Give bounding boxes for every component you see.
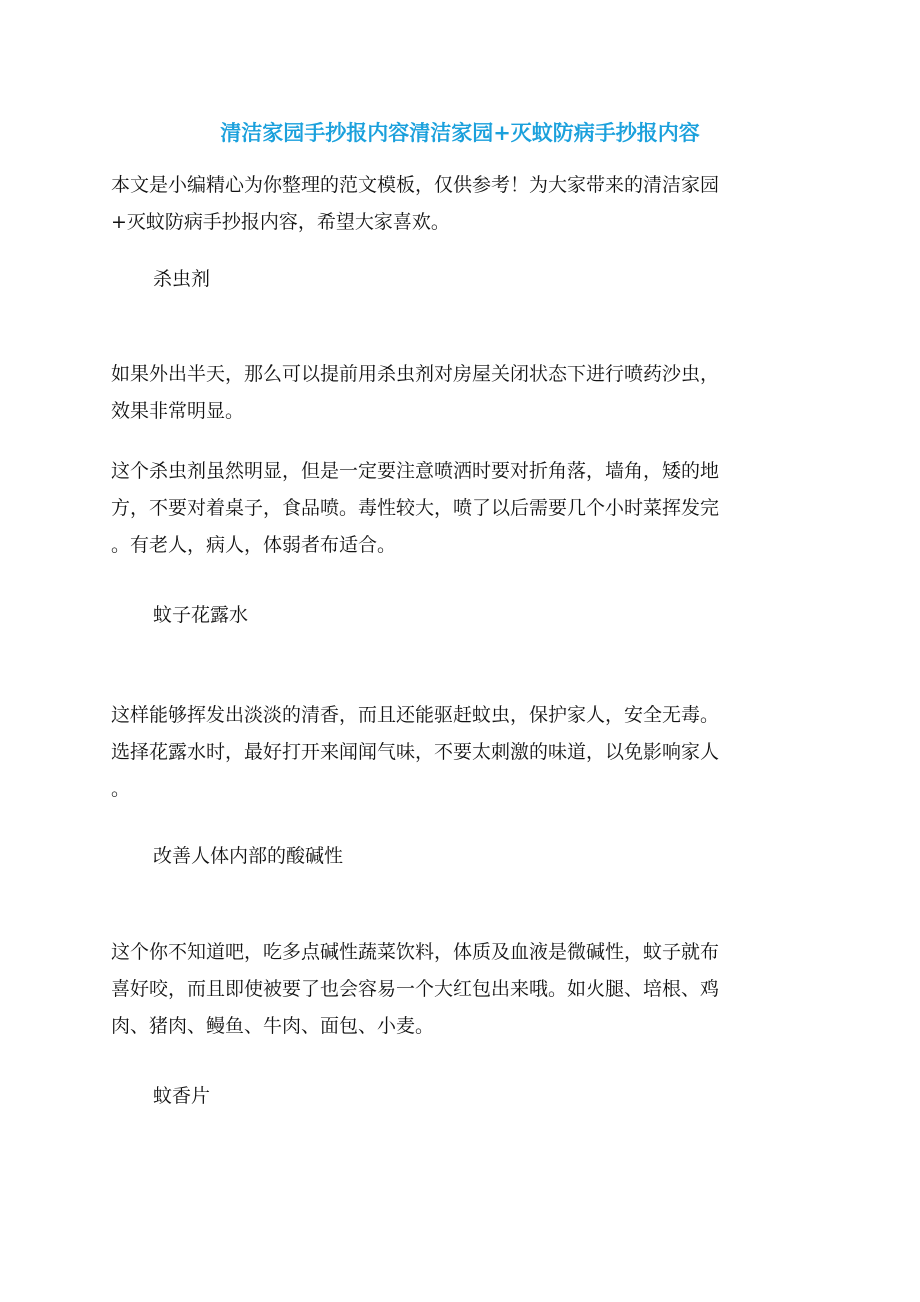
section-heading-mosquito-coil: 蚊香片 xyxy=(153,1085,211,1107)
text-line: 肉、猪肉、鳗鱼、牛肉、面包、小麦。 xyxy=(111,1015,435,1037)
section-heading-ph-balance: 改善人体内部的酸碱性 xyxy=(153,845,344,867)
text-line: 。 xyxy=(111,778,131,800)
text-line: 如果外出半天，那么可以提前用杀虫剂对房屋关闭状态下进行喷药沙虫， xyxy=(111,363,720,385)
section-heading-floral-water: 蚊子花露水 xyxy=(153,604,249,626)
text-line: 效果非常明显。 xyxy=(111,400,245,422)
intro-paragraph xyxy=(111,167,811,241)
section-heading-insecticide: 杀虫剂 xyxy=(153,268,211,290)
paragraph-insecticide-1 xyxy=(111,356,811,430)
text-line: 。有老人，病人，体弱者布适合。 xyxy=(111,534,397,556)
paragraph-insecticide-2 xyxy=(111,453,811,564)
text-line: 方，不要对着桌子，食品喷。毒性较大，喷了以后需要几个小时菜挥发完 xyxy=(111,497,720,519)
text-line: 这样能够挥发出淡淡的清香，而且还能驱赶蚊虫，保护家人，安全无毒。 xyxy=(111,704,720,726)
document-title: 清洁家园手抄报内容清洁家园+灭蚊防病手抄报内容 xyxy=(220,120,700,145)
paragraph-floral-water xyxy=(111,697,811,808)
text-line: 选择花露水时，最好打开来闻闻气味，不要太刺激的味道，以免影响家人 xyxy=(111,741,720,763)
text-line: +灭蚊防病手抄报内容，希望大家喜欢。 xyxy=(111,211,450,233)
text-line: 这个杀虫剂虽然明显，但是一定要注意喷洒时要对折角落，墙角，矮的地 xyxy=(111,460,720,482)
text-line: 喜好咬，而且即使被要了也会容易一个大红包出来哦。如火腿、培根、鸡 xyxy=(111,978,720,1000)
text-line: 这个你不知道吧，吃多点碱性蔬菜饮料，体质及血液是微碱性，蚊子就布 xyxy=(111,941,720,963)
paragraph-ph-balance xyxy=(111,934,811,1045)
text-line: 本文是小编精心为你整理的范文模板，仅供参考！为大家带来的清洁家园 xyxy=(111,174,720,196)
